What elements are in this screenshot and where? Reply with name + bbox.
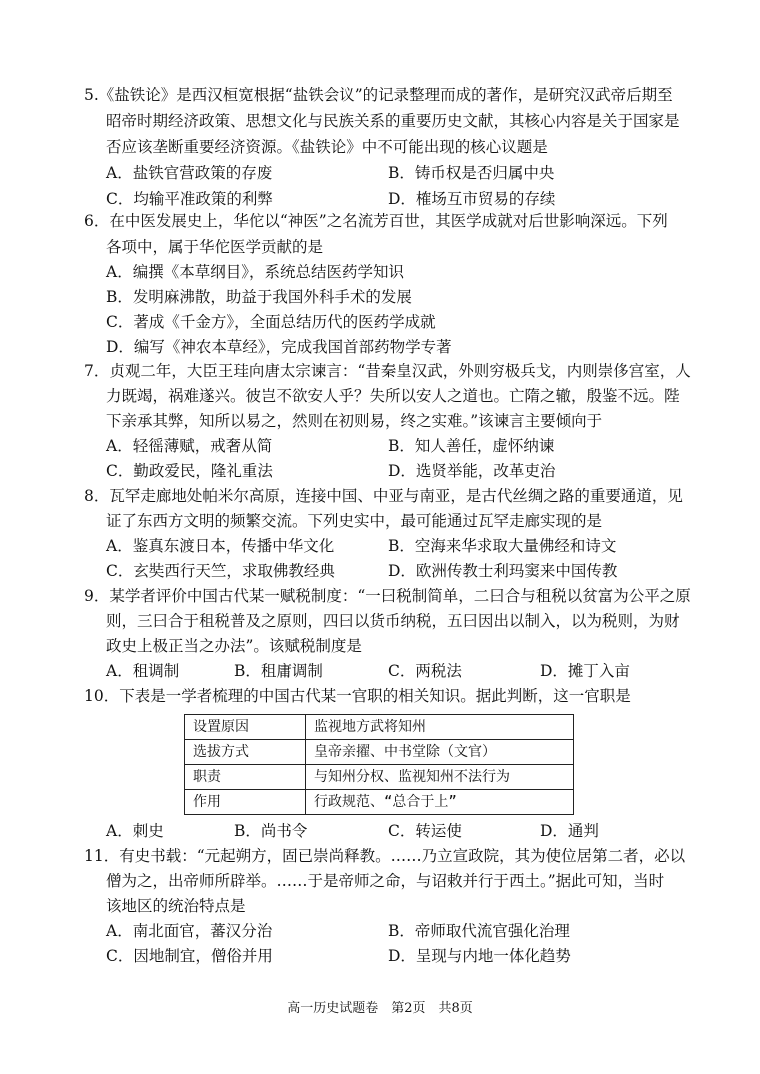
question-stem-line: 力既竭，祸难遂兴。彼岂不欲安人乎？失所以安人之道也。亡隋之辙，殷鉴不远。陛	[106, 387, 680, 405]
question-stem-line: 下亲承其弊，知所以易之，然则在初则易，终之实难。”该谏言主要倾向于	[106, 412, 603, 430]
option-b: B．发明麻沸散，助益于我国外科手术的发展	[106, 288, 412, 306]
table-cell-value: 皇帝亲擢、中书堂除（文官）	[306, 740, 574, 765]
option-d: D．摊丁入亩	[540, 662, 630, 680]
option-c: C．两税法	[388, 662, 462, 680]
option-d: D．呈现与内地一体化趋势	[388, 947, 571, 965]
question-stem-line: 5.《盐铁论》是西汉桓宽根据“盐铁会议”的记录整理而成的著作，是研究汉武帝后期至	[84, 86, 673, 104]
option-a: A．南北面官，蕃汉分治	[106, 922, 273, 940]
table-cell-value: 与知州分权、监视知州不法行为	[306, 765, 574, 790]
option-d: D．欧洲传教士利玛窦来中国传教	[388, 562, 618, 580]
option-a: A．编撰《本草纲目》，系统总结医药学知识	[106, 263, 404, 281]
option-a: A．租调制	[106, 662, 180, 680]
question-stem-line: 10．下表是一学者梳理的中国古代某一官职的相关知识。据此判断，这一官职是	[84, 687, 631, 705]
question-stem-line: 则，三曰合于租税普及之原则，四曰以货币纳税，五曰因出以制入，以为税则，为财	[106, 612, 680, 630]
table-cell-value: 监视地方武将知州	[306, 715, 574, 740]
option-c: C．玄奘西行天竺，求取佛教经典	[106, 562, 335, 580]
option-b: B．空海来华求取大量佛经和诗文	[388, 537, 617, 555]
table-row	[185, 715, 574, 740]
question-stem-line: 否应该垄断重要经济资源。《盐铁论》中不可能出现的核心议题是	[106, 138, 548, 156]
option-a: A．刺史	[106, 822, 164, 840]
option-d: D．编写《神农本草经》，完成我国首部药物学专著	[106, 338, 452, 356]
option-b: B．尚书令	[234, 822, 308, 840]
option-b: B．帝师取代流官强化治理	[388, 922, 570, 940]
option-c: C．勤政爱民，隆礼重法	[106, 462, 273, 480]
question-stem-line: 僧为之，出帝师所辟举。……于是帝师之命，与诏敕并行于西土。”据此可知，当时	[106, 872, 665, 890]
option-b: B．知人善任，虚怀纳谏	[388, 437, 555, 455]
option-c: C．转运使	[388, 822, 462, 840]
question-stem-line: 8．瓦罕走廊地处帕米尔高原，连接中国、中亚与南亚，是古代丝绸之路的重要通道，见	[84, 487, 683, 505]
option-d: D．选贤举能，改革吏治	[388, 462, 556, 480]
option-c: C．因地制宜，僧俗并用	[106, 947, 273, 965]
table-cell-key: 设置原因	[185, 715, 306, 740]
option-c: C．著成《千金方》，全面总结历代的医药学成就	[106, 313, 436, 331]
question-stem-line: 9．某学者评价中国古代某一赋税制度：“一曰税制简单，二曰合与租税以贫富为公平之原	[84, 587, 691, 605]
table-cell-key: 职责	[185, 765, 306, 790]
option-d: D．榷场互市贸易的存续	[388, 190, 556, 208]
option-d: D．通判	[540, 822, 599, 840]
question-stem-line: 该地区的统治特点是	[106, 897, 246, 915]
option-c: C．均输平准政策的利弊	[106, 190, 273, 208]
table-row	[185, 765, 574, 790]
option-b: B．铸币权是否归属中央	[388, 164, 555, 182]
table-row	[185, 790, 574, 815]
option-b: B．租庸调制	[234, 662, 323, 680]
question-stem-line: 政史上极正当之办法”。该赋税制度是	[106, 637, 362, 655]
option-a: A．鉴真东渡日本，传播中华文化	[106, 537, 335, 555]
info-table	[184, 714, 574, 815]
question-stem-line: 11．有史书载：“元起朔方，固已崇尚释教。……乃立宣政院，其为使位居第二者，必以	[84, 847, 686, 865]
table-cell-value: 行政规范、“总合于上”	[306, 790, 574, 815]
question-stem-line: 各项中，属于华佗医学贡献的是	[106, 238, 324, 256]
page-footer: 高一历史试题卷 第2页 共8页	[287, 1001, 473, 1016]
option-a: A．轻徭薄赋，戒奢从简	[106, 437, 273, 455]
option-a: A．盐铁官营政策的存废	[106, 164, 273, 182]
question-stem-line: 7．贞观二年，大臣王珪向唐太宗谏言：“昔秦皇汉武，外则穷极兵戈，内则崇侈宫室，人	[84, 362, 691, 380]
table-row	[185, 740, 574, 765]
question-stem-line: 6．在中医发展史上，华佗以“神医”之名流芳百世，其医学成就对后世影响深远。下列	[84, 212, 668, 230]
table-cell-key: 选拔方式	[185, 740, 306, 765]
question-stem-line: 证了东西方文明的频繁交流。下列史实中，最可能通过瓦罕走廊实现的是	[106, 512, 603, 530]
question-stem-line: 昭帝时期经济政策、思想文化与民族关系的重要历史文献，其核心内容是关于国家是	[106, 112, 680, 130]
table-cell-key: 作用	[185, 790, 306, 815]
